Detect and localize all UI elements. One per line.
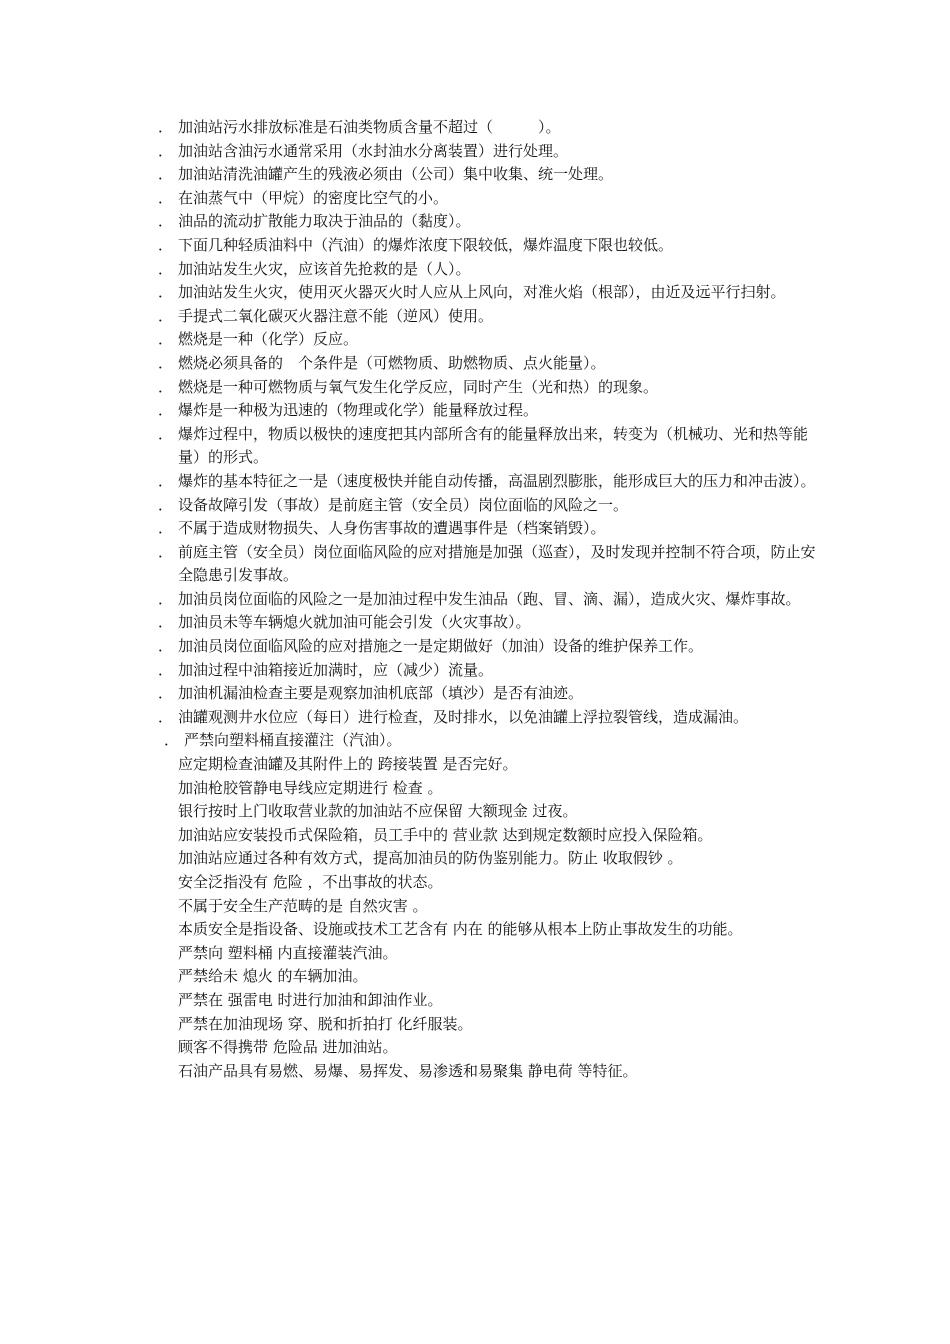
list-item: [158, 281, 818, 305]
list-item: [158, 399, 818, 423]
bullet: ．: [158, 330, 174, 349]
item-text: 燃烧必须具备的 个条件是（可燃物质、助燃物质、点火能量）。: [178, 353, 606, 372]
bullet: ．: [158, 613, 174, 632]
item-text: 加油站清洗油罐产生的残液必须由（公司）集中收集、统一处理。: [178, 165, 614, 184]
bullet: ．: [158, 235, 174, 254]
bullet: ．: [158, 519, 174, 538]
bullet: ．: [158, 188, 174, 207]
bullet: ．: [158, 165, 174, 184]
bullet: ．: [158, 589, 174, 608]
item-text: 设备故障引发（事故）是前庭主管（安全员）岗位面临的风险之一。: [178, 495, 629, 514]
item-text: 加油过程中油箱接近加满时，应（减少）流量。: [178, 660, 494, 679]
bullet: ．: [158, 471, 174, 490]
fill-in-item: 银行按时上门收取营业款的加油站不应保留 大额现金 过夜。: [178, 802, 578, 821]
fill-in-item: 应定期检查油罐及其附件上的 跨接装置 是否完好。: [178, 755, 518, 774]
item-text: 加油机漏油检查主要是观察加油机底部（填沙）是否有油迹。: [178, 684, 584, 703]
list-item: [158, 116, 818, 140]
bullet: ．: [158, 259, 174, 278]
item-text: 严禁向塑料桶直接灌注（汽油）。: [184, 731, 402, 750]
item-text: 爆炸是一种极为迅速的（物理或化学）能量释放过程。: [178, 401, 539, 420]
item-text: 燃烧是一种可燃物质与氧气发生化学反应，同时产生（光和热）的现象。: [178, 377, 659, 396]
item-text: 不属于造成财物损失、人身伤害事故的遭遇事件是（档案销毁）。: [178, 519, 606, 538]
bullet: ．: [158, 542, 174, 561]
item-text: 爆炸过程中，物质以极快的速度把其内部所含有的能量释放出来，转变为（机械功、光和热等能量）的形式。: [178, 424, 809, 467]
item-text: 油罐观测井水位应（每日）进行检查，及时排水，以免油罐上浮拉裂管线，造成漏油。: [178, 707, 749, 726]
list-item: [158, 588, 818, 612]
fill-in-item: 安全泛指没有 危险 ，不出事故的状态。: [178, 873, 443, 891]
bullet: ．: [158, 495, 174, 514]
item-text: 爆炸的基本特征之一是（速度极快并能自动传播，高温剧烈膨胀，能形成巨大的压力和冲击波）。: [178, 471, 816, 490]
item-text: 加油员未等车辆熄火就加油可能会引发（火灾事故）。: [178, 613, 531, 632]
bullet: ．: [158, 684, 174, 703]
fill-in-item: 石油产品具有易燃、易爆、易挥发、易渗透和易聚集 静电荷 等特征。: [178, 1061, 638, 1080]
fill-in-item: 严禁在加油现场 穿、脱和折拍打 化纤服装。: [178, 1014, 473, 1033]
list-item: [158, 541, 818, 588]
item-text: 前庭主管（安全员）岗位面临风险的应对措施是加强（巡查），及时发现并控制不符合项，防止安全隐患引发事故。: [178, 542, 816, 585]
fill-in-item: 严禁给未 熄火 的车辆加油。: [178, 967, 368, 986]
bullet: ．: [158, 306, 174, 325]
item-text: 燃烧是一种（化学）反应。: [178, 330, 359, 349]
question-list: [158, 116, 818, 1083]
list-item: [158, 328, 818, 352]
bullet: ．: [158, 353, 174, 372]
bullet: ．: [158, 283, 174, 302]
fill-in-item: 严禁在 强雷电 时进行加油和卸油作业。: [178, 990, 443, 1009]
item-text: 油品的流动扩散能力取决于油品的（黏度）。: [178, 212, 471, 231]
item-text: 加油站含油污水通常采用（水封油水分离装置）进行处理。: [178, 141, 569, 160]
item-text: 在油蒸气中（甲烷）的密度比空气的小。: [178, 188, 449, 207]
list-item: [158, 423, 818, 470]
fill-in-item: 严禁向 塑料桶 内直接灌装汽油。: [178, 943, 398, 962]
list-item: [158, 140, 818, 164]
list-item: [158, 729, 818, 753]
bullet: ．: [158, 377, 174, 396]
list-item: [158, 234, 818, 258]
list-item: [158, 376, 818, 400]
bullet: ．: [158, 660, 174, 679]
item-text: 加油站发生火灾，使用灭火器灭火时人应从上风向，对准火焰（根部），由近及远平行扫射。: [178, 283, 786, 302]
list-item: [158, 682, 818, 706]
list-item: [158, 352, 818, 376]
bullet: ．: [158, 212, 174, 231]
list-item: [158, 635, 818, 659]
bullet: ．: [158, 141, 174, 160]
list-item: [158, 706, 818, 730]
list-item: [158, 517, 818, 541]
list-item: [158, 305, 818, 329]
bullet: ．: [158, 118, 174, 136]
item-text: 加油站发生火灾，应该首先抢救的是（人）。: [178, 259, 471, 278]
item-text: 下面几种轻质油料中（汽油）的爆炸浓度下限较低，爆炸温度下限也较低。: [178, 235, 674, 254]
list-item: [158, 659, 818, 683]
list-item: [158, 611, 818, 635]
list-item: [158, 187, 818, 211]
item-text: 加油员岗位面临的风险之一是加油过程中发生油品（跑、冒、滴、漏），造成火灾、爆炸事故。: [178, 589, 801, 608]
bullet: ．: [158, 424, 174, 443]
bullet: ．: [158, 637, 174, 656]
fill-in-item: 顾客不得携带 危险品 进加油站。: [178, 1038, 398, 1057]
bullet: ．: [158, 401, 174, 420]
list-item: [158, 163, 818, 187]
fill-in-item: 加油枪胶管静电导线应定期进行 检查 。: [178, 778, 443, 797]
list-item: [158, 210, 818, 234]
fill-in-item: 加油站应安装投币式保险箱，员工手中的 营业款 达到规定数额时应投入保险箱。: [178, 825, 713, 844]
list-item: [158, 470, 818, 494]
fill-in-item: 本质安全是指设备、设施或技术工艺含有 内在 的能够从根本上防止事故发生的功能。: [178, 920, 743, 939]
item-text: 加油站污水排放标准是石油类物质含量不超过（ ）。: [178, 118, 561, 136]
fill-in-item: 不属于安全生产范畴的是 自然灾害 。: [178, 896, 428, 915]
list-item: [158, 258, 818, 282]
item-text: 手提式二氧化碳灭火器注意不能（逆风）使用。: [178, 306, 494, 325]
item-text: 加油员岗位面临风险的应对措施之一是定期做好（加油）设备的维护保养工作。: [178, 637, 704, 656]
list-item: [158, 494, 818, 518]
bullet: ．: [158, 707, 174, 726]
fill-in-item: 加油站应通过各种有效方式，提高加油员的防伪鉴别能力。防止 收取假钞 。: [178, 849, 683, 868]
bullet: ．: [164, 731, 180, 750]
